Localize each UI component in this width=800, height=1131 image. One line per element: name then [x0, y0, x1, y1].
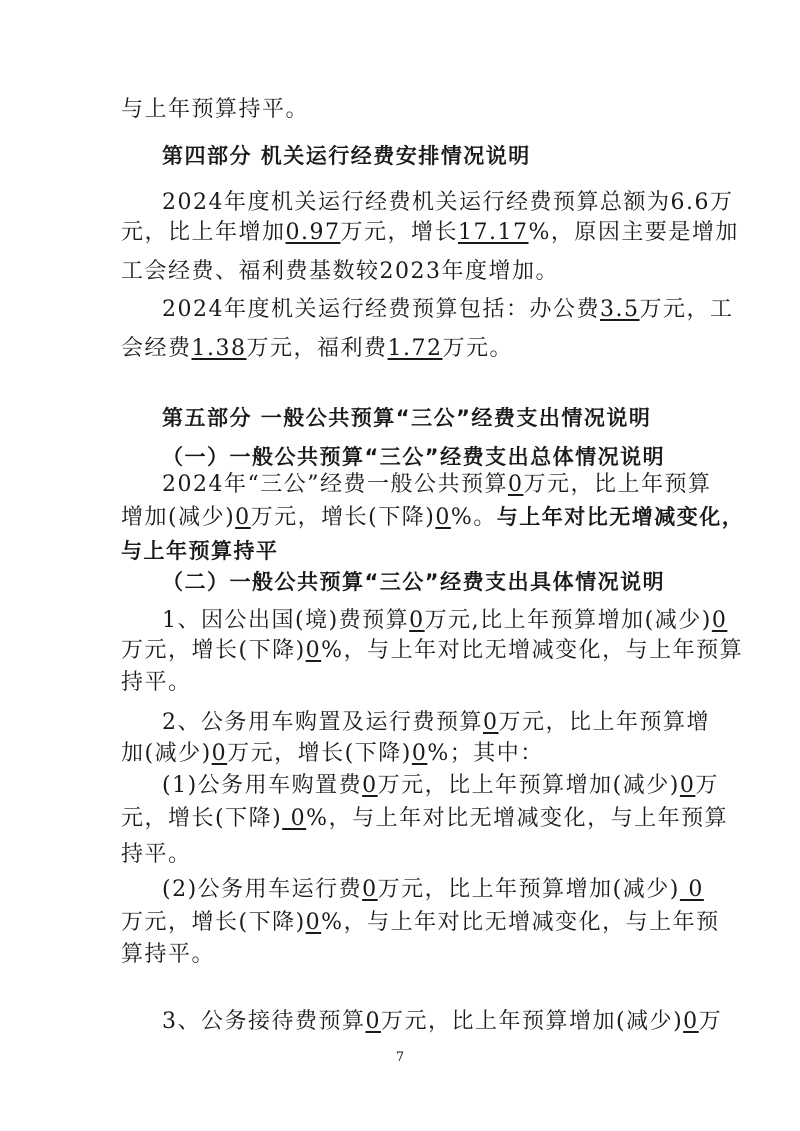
paragraph-line	[121, 908, 720, 938]
paragraph-line	[162, 470, 712, 500]
text-segment: （一）一般公共预算“三公”经费支出总体情况说明	[162, 445, 666, 469]
text-segment: 2024年“三公”经费一般公共预算	[162, 472, 508, 497]
paragraph-line	[162, 606, 727, 636]
paragraph-line	[162, 1007, 722, 1037]
text-segment: 元，增长(下降)	[121, 806, 283, 831]
text-segment: 增加(减少)	[121, 505, 236, 530]
text-segment: 持平。	[121, 842, 192, 867]
underlined-value: 0	[683, 1009, 699, 1034]
heading-line	[162, 403, 651, 433]
underlined-value: 0	[211, 741, 228, 766]
underlined-value: 0	[679, 877, 704, 902]
text-segment: 工会经费、福利费基数较2023年度增加。	[121, 259, 559, 284]
text-segment: 万	[698, 1009, 723, 1034]
underlined-value: 0	[507, 472, 524, 497]
text-segment: 元，比上年增加	[121, 220, 286, 245]
paragraph-line	[162, 188, 733, 218]
text-segment: 万元，增长	[340, 220, 459, 245]
text-segment: 万元，福利费	[246, 336, 388, 361]
text-segment: 加(减少)	[121, 741, 212, 766]
paragraph-line	[121, 257, 559, 287]
paragraph-line	[121, 804, 728, 834]
text-segment: 万元。	[442, 336, 514, 361]
text-segment: 万元,比上年预算增加(减少)	[424, 608, 712, 633]
text-segment: %，原因主要是增加	[528, 220, 739, 245]
underlined-value: 0	[305, 910, 322, 935]
paragraph-line	[121, 840, 192, 870]
heading-line	[162, 567, 665, 597]
text-segment: %，与上年对比无增减变化，与上年预	[321, 910, 720, 935]
underlined-value: 0	[362, 877, 378, 902]
text-segment: 持平。	[121, 670, 192, 695]
text-segment: %。	[450, 505, 497, 530]
underlined-value: 0	[435, 505, 451, 530]
underlined-value: 0	[305, 638, 322, 663]
text-segment: （二）一般公共预算“三公”经费支出具体情况说明	[162, 570, 666, 594]
underlined-value: 0	[235, 505, 251, 530]
paragraph-line	[162, 708, 710, 738]
paragraph-line	[162, 771, 719, 801]
text-segment: 2024年度机关运行经费预算包括：办公费	[162, 297, 600, 322]
page-number: 7	[395, 1050, 405, 1065]
paragraph-line	[121, 95, 309, 125]
paragraph-line	[121, 940, 215, 970]
underlined-value: 0	[711, 608, 728, 633]
text-segment: 与上年预算持平	[121, 539, 279, 563]
underlined-value: 0.97	[285, 220, 341, 245]
underlined-value: 0	[365, 1009, 381, 1034]
text-segment: (1)公务用车购置费	[162, 773, 363, 798]
text-segment: 与上年对比无增减变化，	[496, 505, 745, 529]
text-segment: 与上年预算持平。	[121, 97, 310, 122]
text-segment: 万元，增长(下降)	[227, 741, 412, 766]
text-segment: 万	[695, 773, 719, 798]
text-segment: (2)公务用车运行费	[162, 877, 363, 902]
underlined-value: 0	[483, 710, 499, 735]
heading-line	[162, 442, 665, 472]
text-segment: 万元，比上年预算增	[498, 710, 711, 735]
text-segment: 第五部分 一般公共预算“三公”经费支出情况说明	[162, 406, 652, 430]
text-segment: 3、公务接待费预算	[162, 1009, 366, 1034]
underlined-value: 1.38	[191, 336, 247, 361]
text-segment: 算持平。	[121, 942, 216, 967]
text-segment: 1、因公出国(境)费预算	[162, 608, 410, 633]
text-segment: %，与上年对比无增减变化，与上年预算	[321, 638, 744, 663]
text-segment: 2、公务用车购置及运行费预算	[162, 710, 483, 735]
text-segment: 万元，比上年预算增加(减少)	[381, 1009, 684, 1034]
text-segment: 万元，比上年预算增加(减少)	[377, 773, 680, 798]
underlined-value: 1.72	[387, 336, 443, 361]
text-segment: 第四部分 机关运行经费安排情况说明	[162, 144, 531, 168]
underlined-value: 0	[409, 608, 425, 633]
text-segment: 万元，比上年预算增加(减少)	[377, 877, 680, 902]
text-segment: 万元，增长(下降)	[250, 505, 436, 530]
underlined-value: 17.17	[458, 220, 529, 245]
heading-line	[162, 141, 531, 171]
text-segment: 万元，增长(下降)	[121, 910, 306, 935]
paragraph-line	[121, 636, 743, 666]
heading-line	[121, 536, 279, 566]
text-segment: 万元，增长(下降)	[121, 638, 306, 663]
text-segment: %，与上年对比无增减变化，与上年预算	[306, 806, 729, 831]
text-segment: 会经费	[121, 336, 192, 361]
paragraph-line	[121, 668, 192, 698]
underlined-value: 0	[282, 806, 307, 831]
paragraph-line	[162, 295, 734, 325]
underlined-value: 0	[411, 741, 428, 766]
underlined-value: 3.5	[600, 297, 640, 322]
underlined-value: 0	[362, 773, 378, 798]
paragraph-line	[121, 739, 544, 769]
paragraph-line	[162, 875, 704, 905]
underlined-value: 0	[679, 773, 696, 798]
text-segment: %；其中：	[427, 741, 544, 766]
paragraph-line	[121, 502, 744, 533]
paragraph-line	[121, 218, 739, 248]
text-segment: 万元，工	[639, 297, 734, 322]
paragraph-line	[121, 334, 513, 364]
text-segment: 万元，比上年预算	[523, 472, 712, 497]
text-segment: 2024年度机关运行经费机关运行经费预算总额为6.6万	[162, 190, 734, 215]
